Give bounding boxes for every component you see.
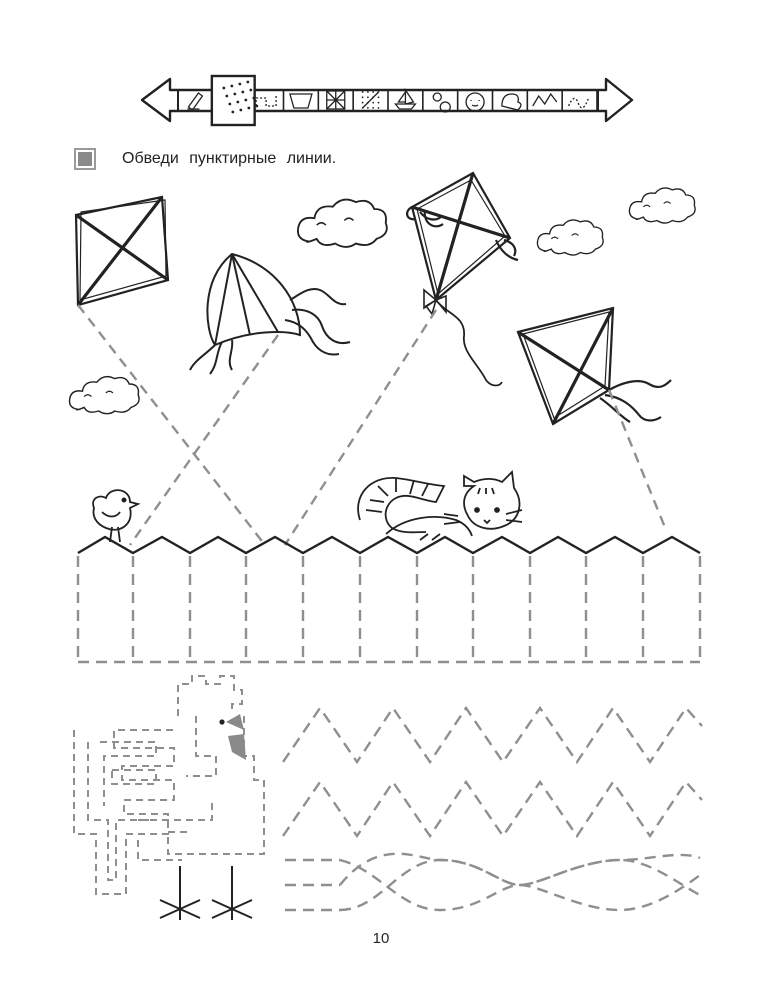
kite-strings-dashed: [78, 305, 666, 545]
cloud-icon: [629, 188, 695, 223]
wave-lines: [285, 854, 700, 910]
cloud-icon: [298, 200, 387, 247]
instruction-text: Обведи пунктирные линии.: [122, 150, 337, 167]
zigzag-row-1: [283, 708, 702, 762]
kite-tall: [407, 173, 518, 386]
zigzag-row-2: [283, 782, 702, 836]
page-number: 10: [372, 930, 390, 947]
kite-right: [518, 308, 671, 424]
cloud-icon: [537, 220, 603, 255]
kite-round: [190, 254, 350, 374]
bird-icon: [93, 490, 138, 542]
fence-top-zigzag: [78, 537, 700, 553]
cloud-icon: [70, 377, 140, 414]
kite-top-left: [76, 197, 168, 305]
fence-dashed: [78, 556, 700, 662]
rooster-icon: [74, 676, 264, 920]
cat-icon: [358, 472, 522, 540]
